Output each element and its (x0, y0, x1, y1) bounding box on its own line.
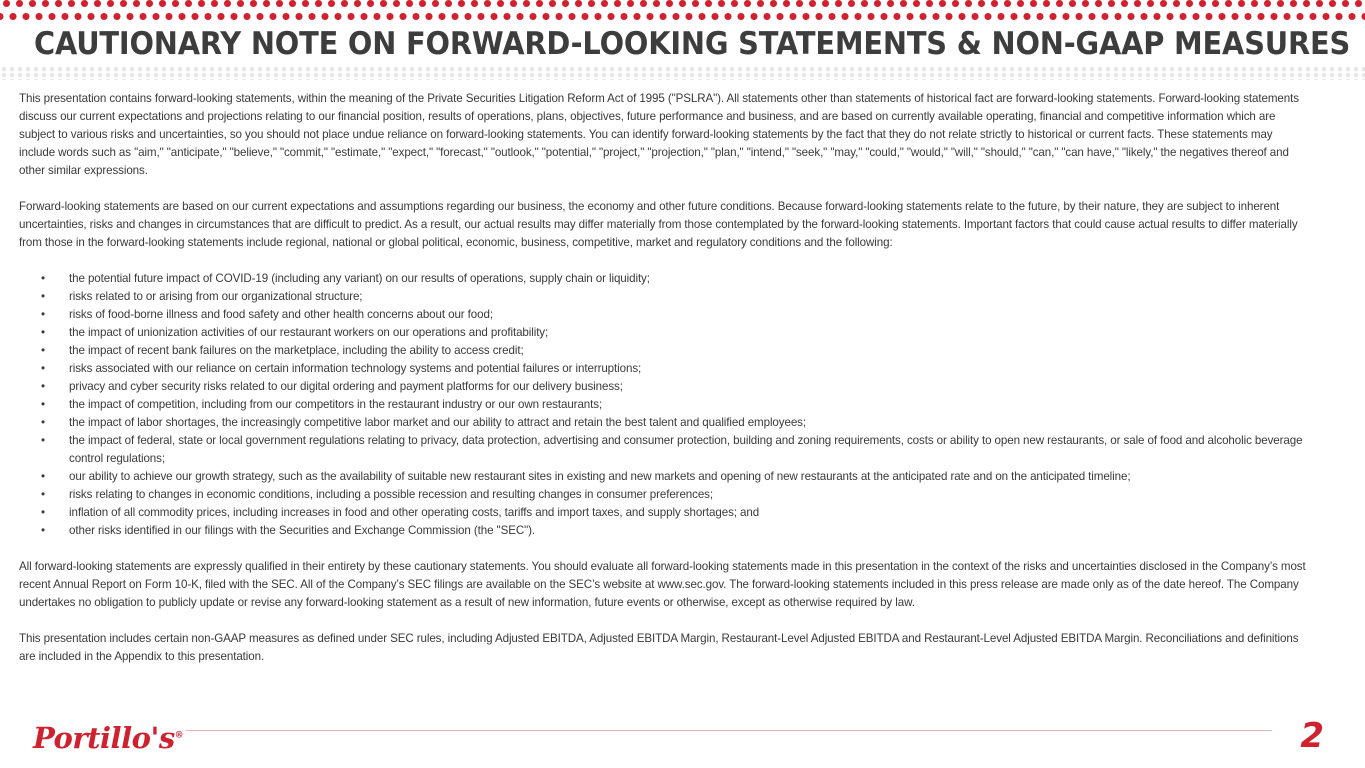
risk-factor-item (19, 288, 1309, 306)
risk-factor-text: the impact of federal, state or local government regulations relating to privacy, data protection, advertising and consumer protection, building and zoning requirements, costs or ability to open new restaurants, or sale of food and alcoholic beverage control regulations; (69, 434, 1303, 465)
bullet-dot: • (41, 488, 45, 501)
decorative-dot-border (0, 0, 1365, 22)
risk-factor-item (19, 306, 1309, 324)
risk-factor-text: the impact of labor shortages, the increasingly competitive labor market and our ability to attract and retain the best talent and qualified employees; (69, 416, 806, 429)
risk-factor-item (19, 468, 1309, 486)
page-title: CAUTIONARY NOTE ON FORWARD-LOOKING STATEMENTS & NON-GAAP MEASURES (34, 26, 1351, 62)
paragraph-qualification: All forward-looking statements are expressly qualified in their entirety by these cautionary statements. You should evaluate all forward-looking statements made in this presentation in the context of the risks and uncertainties disclosed in the Company’s most recent Annual Report on Form 10-K, filed with the SEC. All of the Company’s SEC filings are available on the SEC’s website at www.sec.gov. The forward-looking statements included in this press release are made only as of the date hereof. The Company undertakes no obligation to publicly update or revise any forward-looking statement as a result of new information, future events or otherwise, except as otherwise required by law. (19, 560, 1306, 609)
paragraph-forward-looking-basis: Forward-looking statements are based on our current expectations and assumptions regarding our business, the economy and other future conditions. Because forward-looking statements relate to the future, by their nature, they are subject to inherent uncertainties, risks and changes in circumstances that are difficult to predict. As a result, our actual results may differ materially from those contemplated by the forward-looking statements. Important factors that could cause actual results to differ materially from those in the forward-looking statements include regional, national or global political, economic, business, competitive, market and regulatory conditions and the following: (19, 200, 1298, 249)
logo-registered-mark: ® (174, 730, 184, 741)
portillos-logo (33, 721, 183, 755)
bullet-dot: • (41, 380, 45, 393)
paragraph-non-gaap: This presentation includes certain non-GAAP measures as defined under SEC rules, including Adjusted EBITDA, Adjusted EBITDA Margin, Restaurant-Level Adjusted EBITDA and Restaurant-Level Adjusted EBITDA Margin. Reconciliations and definitions are included in the Appendix to this presentation. (19, 632, 1299, 663)
risk-factor-item (19, 432, 1309, 468)
bullet-dot: • (41, 506, 45, 519)
bullet-dot: • (41, 470, 45, 483)
risk-factor-text: risks associated with our reliance on certain information technology systems and potential failures or interruptions; (69, 362, 642, 375)
bullet-dot: • (41, 344, 45, 357)
risk-factor-list (19, 270, 1309, 540)
risk-factor-item (19, 342, 1309, 360)
risk-factor-item (19, 414, 1309, 432)
bullet-dot: • (41, 416, 45, 429)
risk-factor-text: inflation of all commodity prices, including increases in food and other operating costs, tariffs and import taxes, and supply shortages; and (69, 506, 760, 519)
title-shadow-pattern (0, 66, 1365, 80)
bullet-dot: • (41, 398, 45, 411)
risk-factor-text: the impact of unionization activities of our restaurant workers on our operations and profitability; (69, 326, 549, 339)
bullet-dot: • (41, 326, 45, 339)
bullet-dot: • (41, 362, 45, 375)
bullet-dot: • (41, 290, 45, 303)
risk-factor-text: other risks identified in our filings with the Securities and Exchange Commission (the "SEC"). (69, 524, 536, 537)
logo-text: Portillo's (33, 721, 175, 755)
risk-factor-item (19, 504, 1309, 522)
risk-factor-text: risks related to or arising from our organizational structure; (69, 290, 363, 303)
footer-divider (186, 730, 1272, 731)
risk-factor-text: the potential future impact of COVID-19 (including any variant) on our results of operations, supply chain or liquidity; (69, 272, 650, 285)
risk-factor-text: our ability to achieve our growth strategy, such as the availability of suitable new restaurant sites in existing and new markets and opening of new restaurants at the anticipated rate and on the anticipated timeline; (69, 470, 1131, 483)
risk-factor-text: the impact of competition, including from our competitors in the restaurant industry or our own restaurants; (69, 398, 603, 411)
disclaimer-body (19, 90, 1309, 666)
risk-factor-item (19, 378, 1309, 396)
risk-factor-item (19, 360, 1309, 378)
bullet-dot: • (41, 272, 45, 285)
risk-factor-text: risks of food-borne illness and food safety and other health concerns about our food; (69, 308, 493, 321)
page-number: 2 (1300, 716, 1324, 756)
risk-factor-text: privacy and cyber security risks related to our digital ordering and payment platforms for our delivery business; (69, 380, 623, 393)
risk-factor-text: risks relating to changes in economic conditions, including a possible recession and resulting changes in consumer preferences; (69, 488, 714, 501)
risk-factor-item (19, 486, 1309, 504)
risk-factor-item (19, 324, 1309, 342)
risk-factor-item (19, 522, 1309, 540)
bullet-dot: • (41, 308, 45, 321)
risk-factor-item (19, 396, 1309, 414)
risk-factor-item (19, 270, 1309, 288)
paragraph-forward-looking-intro: This presentation contains forward-looking statements, within the meaning of the Private Securities Litigation Reform Act of 1995 ("PSLRA"). All statements other than statements of historical fact are forward-looking statements. Forward-looking statements discuss our current expectations and projections relating to our financial position, results of operations, plans, objectives, future performance and business, and are based on currently available operating, financial and competitive information which are subject to various risks and uncertainties, so you should not place undue reliance on forward-looking statements. You can identify forward-looking statements by the fact that they do not relate strictly to historical or current facts. These statements may include words such as "aim," "anticipate," "believe," "commit," "estimate," "expect," "forecast," "outlook," "potential," "project," "projection," "plan," "intend," "seek," "may," "could," "would," "will," "should," "can," "can have," "likely," the negatives thereof and other similar expressions. (19, 92, 1299, 177)
risk-factor-text: the impact of recent bank failures on the marketplace, including the ability to access credit; (69, 344, 524, 357)
bullet-dot: • (41, 434, 45, 447)
bullet-dot: • (41, 524, 45, 537)
